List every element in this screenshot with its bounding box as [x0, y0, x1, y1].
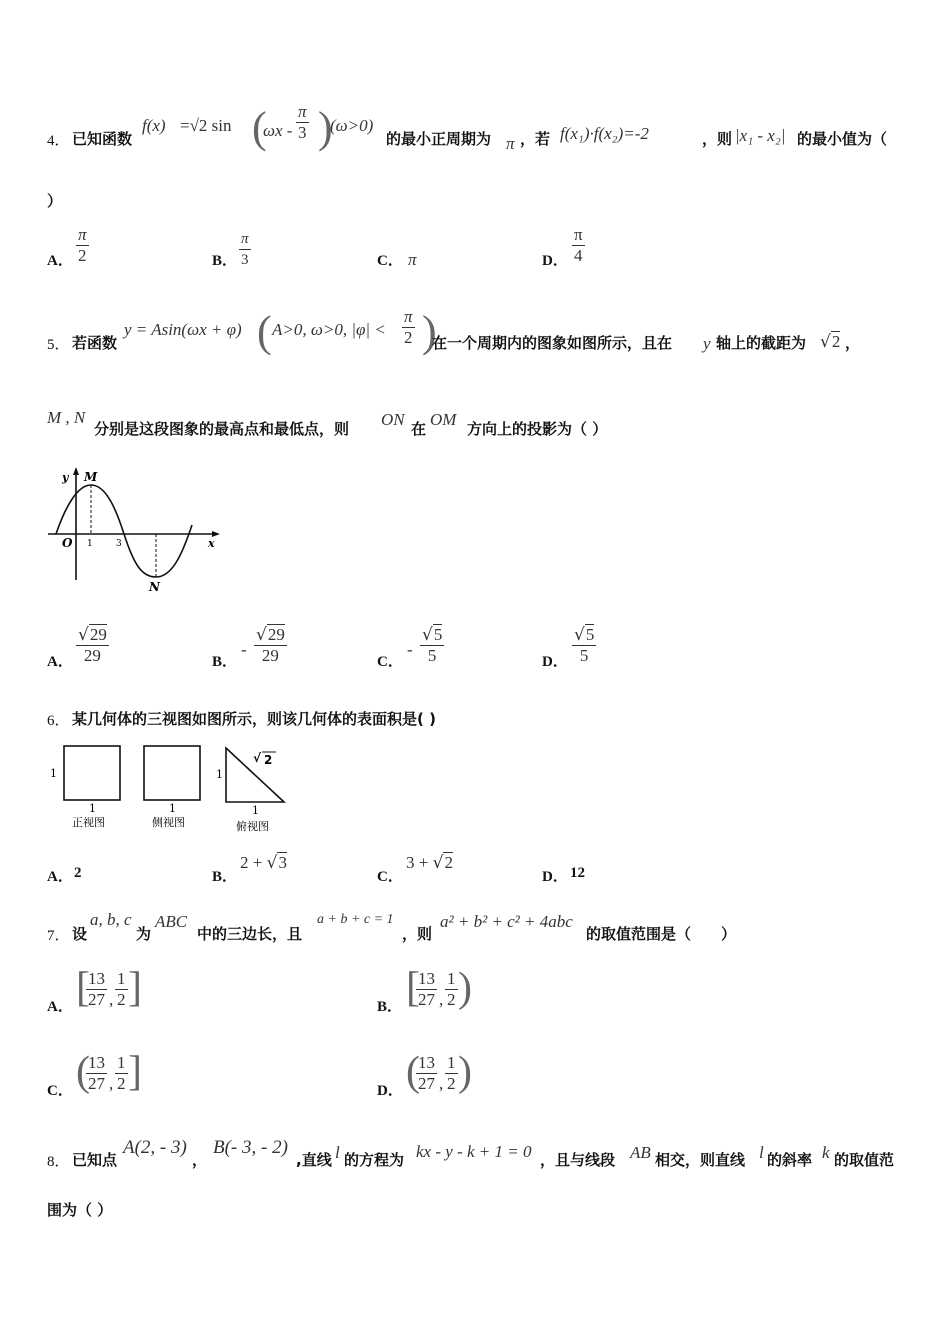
q5-cond: A>0, ω>0, |φ| < [272, 320, 386, 339]
q4-t2: ，若 [520, 130, 551, 148]
q8-k: k [822, 1143, 830, 1162]
q5-intercept: √2 [820, 332, 841, 352]
q8-t2: 的方程为 [344, 1151, 405, 1169]
q8-t1: ,直线 [296, 1151, 332, 1169]
q4-cond2: f(x₁)·f(x₂)=-2 [560, 124, 649, 143]
q7-cond: a + b + c = 1 [317, 912, 394, 927]
origin-label: O [62, 536, 73, 550]
q4-cond: (ω>0) [330, 116, 374, 135]
x-label: x [208, 537, 215, 550]
q5-y: y [703, 334, 711, 353]
front-side-label: 1 [50, 767, 57, 780]
q8-eq: kx - y - k + 1 = 0 [416, 1142, 532, 1161]
q7-t4: 的取值范围是（ ） [586, 925, 737, 943]
q8-line2: 围为（ ） [47, 1201, 113, 1219]
q5-formula: y = Asin(ωx + φ) [124, 320, 242, 339]
tick-1-label: 1 [87, 539, 93, 549]
q4-lead: 已知函数 [72, 130, 133, 148]
q6-three-views [44, 742, 294, 834]
side-caption: 侧视图 [152, 816, 185, 829]
side-view [144, 746, 200, 800]
q7-expr: a² + b² + c² + 4abc [440, 912, 573, 931]
hyp-radical: √ [253, 751, 262, 765]
q6-text: 某几何体的三视图如图所示，则该几何体的表面积是( ) [72, 710, 436, 728]
q5-om: OM [430, 410, 457, 429]
q4-t3: ，则 [702, 130, 733, 148]
q4-frac: $\frac{\pi}{3}$ [298, 102, 307, 142]
hyp-label: 2 [264, 753, 273, 767]
q8-number: 8． [47, 1154, 70, 1170]
q5-t5: 方向上的投影为（ ） [467, 420, 608, 438]
front-bottom-label: 1 [89, 802, 96, 815]
top-bottom-label: 1 [252, 804, 259, 817]
q7-t2: 中的三边长，且 [197, 925, 303, 943]
tick-3-label: 3 [116, 539, 122, 549]
q4-close: ） [47, 192, 63, 210]
q4-period: π [506, 134, 515, 153]
front-caption: 正视图 [72, 816, 105, 829]
q4-t1: 的最小正周期为 [386, 130, 492, 148]
front-view [64, 746, 120, 800]
q4-inner: ωx - [263, 121, 293, 140]
q8-t4: 相交，则直线 [655, 1151, 746, 1169]
q8-t5: 的斜率 [767, 1151, 813, 1169]
q8-point-b: B(- 3, - 2) [213, 1137, 288, 1158]
q6-number: 6． [47, 713, 70, 729]
q8-lead: 已知点 [72, 1151, 118, 1169]
q5-t4: 在 [411, 420, 427, 438]
q5-t1: 在一个周期内的图象如图所示，且在 [432, 334, 673, 352]
q5-t3: 分别是这段图象的最高点和最低点，则 [94, 420, 350, 438]
q4-eq: =√2 sin [180, 116, 232, 135]
q4-number: 4． [47, 133, 70, 149]
side-bottom-label: 1 [169, 802, 176, 815]
q4-f: f(x) [142, 116, 166, 135]
q7-t1: 为 [136, 925, 152, 943]
n-label: N [149, 580, 160, 594]
q5-number: 5． [47, 337, 70, 353]
y-label: y [62, 471, 69, 484]
q4-t4: 的最小值为（ [797, 130, 888, 148]
q8-t6: 的取值范 [834, 1151, 895, 1169]
q5-sine-graph [44, 465, 224, 595]
q8-t3: ，且与线段 [540, 1151, 616, 1169]
q7-number: 7． [47, 928, 70, 944]
q7-abc: a, b, c [90, 910, 132, 929]
top-side-label: 1 [216, 768, 223, 781]
q5-on: ON [381, 410, 405, 429]
q8-point-a: A(2, - 3) [123, 1137, 187, 1158]
q4-abs: |x₁ - x₂| [735, 126, 786, 145]
q7-tri: ABC [155, 912, 188, 931]
top-caption: 俯视图 [236, 820, 269, 833]
q5-lead: 若函数 [72, 334, 118, 352]
q7-lead: 设 [72, 925, 88, 943]
q7-t3: ，则 [402, 925, 433, 943]
q8-l2: l [759, 1143, 764, 1162]
y-axis-arrow [73, 467, 79, 475]
q5-mn: M , N [47, 408, 86, 427]
q8-l: l [335, 1143, 340, 1162]
q8-ab: AB [630, 1143, 651, 1162]
m-label: M [84, 470, 98, 484]
q5-t2: 轴上的截距为 [716, 334, 807, 352]
